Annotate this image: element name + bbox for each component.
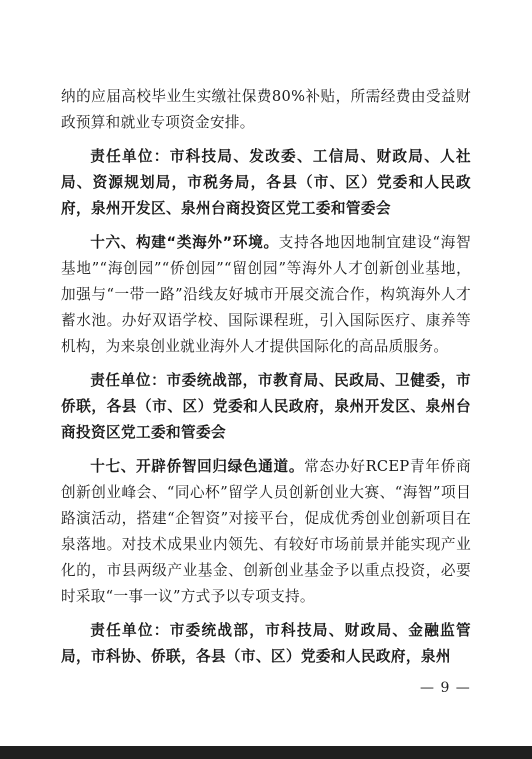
item-16-body: 支持各地因地制宜建设“海智基地”“海创园”“侨创园”“留创园”等海外人才创新创业基地，加强与“一带一路”沿线友好城市开展交流合作，构筑海外人才蓄水池。办好双语学校、国际课程班，引入国际医疗、康养等机构，为来泉创业就业海外人才提供国际化的高品质服务。 (61, 234, 471, 355)
paragraph-subsidy-continuation: 纳的应届高校毕业生实缴社保费80%补贴，所需经费由受益财政预算和就业专项资金安排。 (61, 88, 471, 131)
item-16-heading: 十六、构建“类海外”环境。 (90, 234, 279, 251)
document-body (61, 84, 471, 678)
item-17-heading: 十七、开辟侨智回归绿色通道。 (90, 458, 305, 475)
paragraph-responsible-units-17: 责任单位：市委统战部，市科技局、财政局、金融监管局，市科协、侨联，各县（市、区）党委和人民政府，泉州 (61, 622, 471, 665)
bottom-bar (0, 746, 532, 759)
paragraph-responsible-units-16: 责任单位：市委统战部，市教育局、民政局、卫健委，市侨联，各县（市、区）党委和人民政府，泉州开发区、泉州台商投资区党工委和管委会 (61, 372, 471, 441)
paragraph-responsible-units-15: 责任单位：市科技局、发改委、工信局、财政局、人社局、资源规划局，市税务局，各县（市、区）党委和人民政府，泉州开发区、泉州台商投资区党工委和管委会 (61, 148, 471, 217)
paragraph-item-16 (61, 230, 471, 360)
page-number: — 9 — (420, 680, 471, 696)
paragraph-item-17 (61, 454, 471, 610)
item-17-body: 常态办好RCEP青年侨商创新创业峰会、“同心杯”留学人员创新创业大赛、“海智”项目路演活动，搭建“企智资”对接平台，促成优秀创业创新项目在泉落地。对技术成果业内领先、有较好市场前景并能实现产业化的，市县两级产业基金、创新创业基金予以重点投资，必要时采取“一事一议”方式予以专项支持。 (61, 458, 471, 605)
